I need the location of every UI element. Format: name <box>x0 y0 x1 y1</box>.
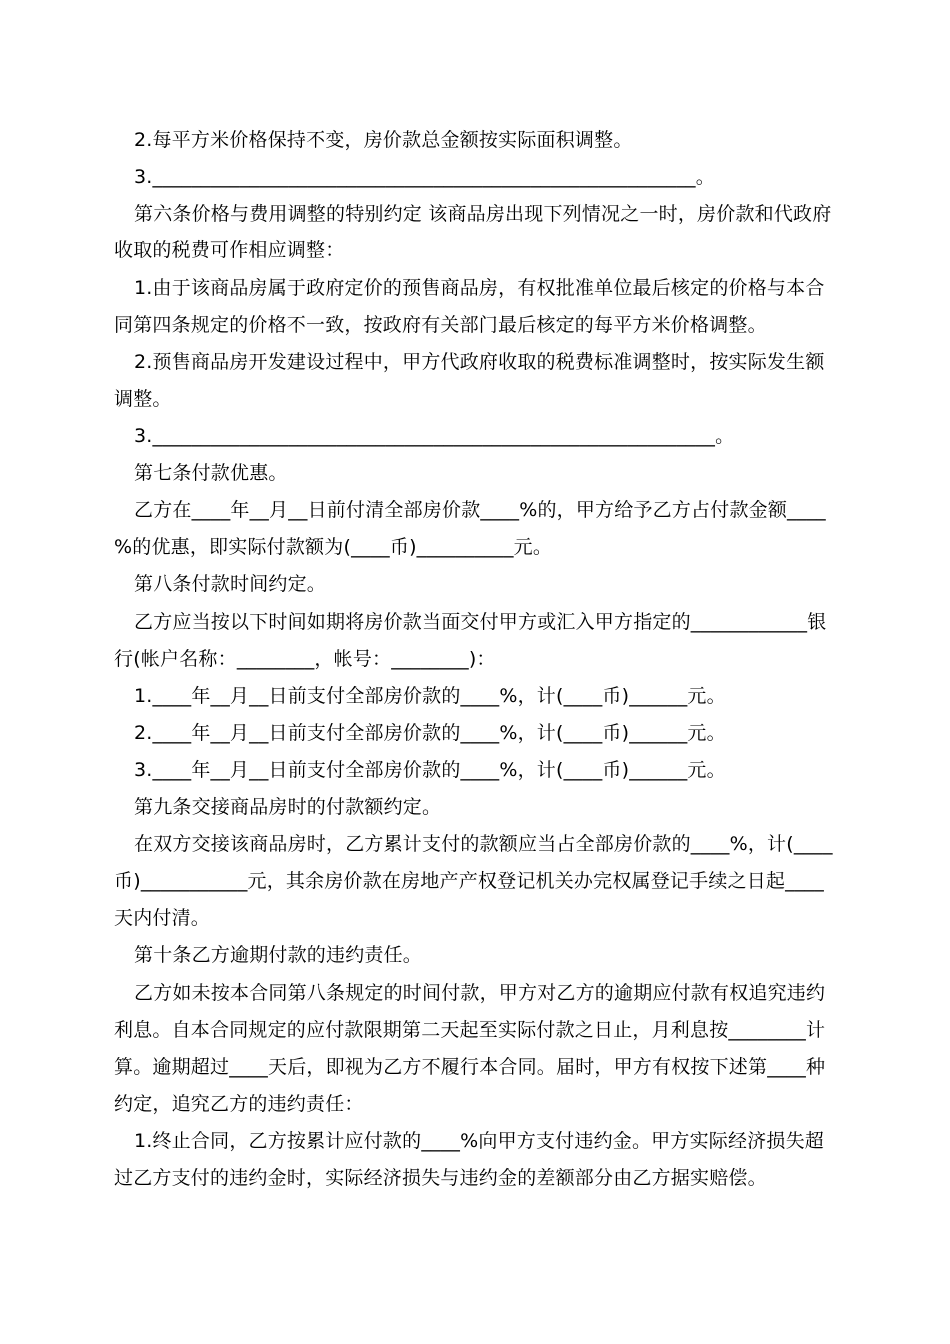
text-line: 利息。自本合同规定的应付款限期第二天起至实际付款之日止，月利息按________计 <box>114 1019 826 1041</box>
section-heading: 第八条付款时间约定。 <box>134 573 327 595</box>
text-line: 在双方交接该商品房时，乙方累计支付的款额应当占全部房价款的____%，计(____ <box>134 833 833 855</box>
text-line: 2.____年__月__日前支付全部房价款的____%，计(____币)______元。 <box>134 722 726 744</box>
text-line: 乙方应当按以下时间如期将房价款当面交付甲方或汇入甲方指定的____________银 <box>134 611 827 633</box>
text-line: 乙方在____年__月__日前付清全部房价款____%的，甲方给予乙方占付款金额____ <box>134 499 826 521</box>
text-line: 调整。 <box>114 388 172 410</box>
text-line: 乙方如未按本合同第八条规定的时间付款，甲方对乙方的逾期应付款有权追究违约 <box>134 982 826 1004</box>
text-line: 1.____年__月__日前支付全部房价款的____%，计(____币)______元。 <box>134 685 726 707</box>
section-heading: 第十条乙方逾期付款的违约责任。 <box>134 944 423 966</box>
section-heading: 第七条付款优惠。 <box>134 462 288 484</box>
text-line: 过乙方支付的违约金时，实际经济损失与违约金的差额部分由乙方据实赔偿。 <box>114 1167 767 1189</box>
text-line: 2.预售商品房开发建设过程中，甲方代政府收取的税费标准调整时，按实际发生额 <box>134 351 825 373</box>
section-heading: 第六条价格与费用调整的特别约定 该商品房出现下列情况之一时，房价款和代政府 <box>134 203 832 225</box>
text-line: 天内付清。 <box>114 907 211 929</box>
text-line: 行(帐户名称：________，帐号：________)： <box>114 648 496 670</box>
text-line: 1.终止合同，乙方按累计应付款的____%向甲方支付违约金。甲方实际经济损失超 <box>134 1130 824 1152</box>
text-line: 3.__________________________________________________________。 <box>134 425 735 447</box>
text-line: 同第四条规定的价格不一致，按政府有关部门最后核定的每平方米价格调整。 <box>114 314 767 336</box>
text-line: 1.由于该商品房属于政府定价的预售商品房，有权批准单位最后核定的价格与本合 <box>134 277 825 299</box>
text-line: 3.____年__月__日前支付全部房价款的____%，计(____币)______元。 <box>134 759 726 781</box>
text-line: 算。逾期超过____天后，即视为乙方不履行本合同。届时，甲方有权按下述第____种 <box>114 1056 826 1078</box>
text-line: %的优惠，即实际付款额为(____币)__________元。 <box>114 536 553 558</box>
text-line: 币)___________元，其余房价款在房地产产权登记机关办完权属登记手续之日起____ <box>114 870 824 892</box>
text-line: 2.每平方米价格保持不变，房价款总金额按实际面积调整。 <box>134 129 633 151</box>
text-line: 约定，追究乙方的违约责任： <box>114 1093 364 1115</box>
section-heading: 第九条交接商品房时的付款额约定。 <box>134 796 442 818</box>
text-line: 收取的税费可作相应调整： <box>114 239 345 261</box>
text-line: 3.________________________________________________________。 <box>134 166 715 188</box>
